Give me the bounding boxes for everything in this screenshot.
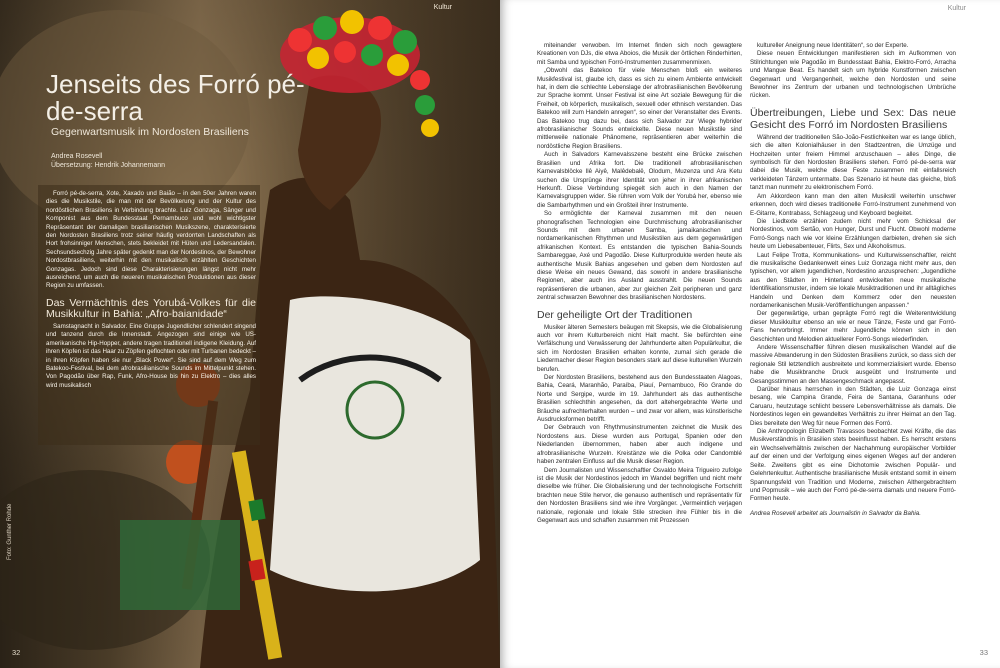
- translator-name: Übersetzung: Hendrik Johannemann: [51, 162, 166, 169]
- section-heading-forro: Übertreibungen, Liebe und Sex: Das neue Gesicht des Forró im Nordosten Brasiliens: [750, 106, 956, 131]
- section-label-right: Kultur: [947, 5, 966, 12]
- body-paragraph: Darüber hinaus herrschen in den Städten, die Luiz Gonzaga einst besang, wie Campina Grande, Feira de Santana, Garanhuns oder Caruaru, heutzutage schlicht bessere Lebensverhältnisse als damals. Die Nordestinos legen ein gewandeltes Verhältnis zu ihrer Heimat an den Tag. Dies bereitete den Weg für neue Formen des Forró.: [750, 386, 956, 427]
- body-paragraph: Während der traditionellen São-João-Festlichkeiten war es lange üblich, sich die alten Kolonialhäuser in den Stadtzentren, die Umzüge und Hochzeiten unter freiem Himmel anzuschauen – alles Dinge, die symbolisch für den Nordosten Brasiliens stehen. Forró pé-de-serra war dabei die Musik, welche diese Feste zusammen mit einfallsreich verkleideten Tänzern untermalte. Das Szenario ist heute das gleiche, bloß tanzt man nunmehr zu elektronischem Forró.: [750, 133, 956, 192]
- text-column-b: [750, 42, 956, 518]
- photo-credit: Foto: Gunther Rohde: [7, 503, 13, 560]
- body-paragraph: Andere Wissenschaftler führen diesen musikalischen Wandel auf die massive Abwanderung in den Südosten Brasiliens zurück, so dass sich der regionale Stil letztendlich ausbreitete und kommerzialisiert wurde. Ebenso habe die Musikbranche Druck ausgeübt und Instrumente und Gesangsstimmen an den Massengeschmack angepasst.: [750, 344, 956, 385]
- body-paragraph: Die Anthropologin Elizabeth Travassos beobachtet zwei Kräfte, die das Musikverständnis in Brasilien stets beeinflusst haben. Es herrscht erstens ein Wechselverhältnis zwischen der Nachahmung europäischer Vorbilder auf der einen und der Verfolgung eines eigenen Weges auf der anderen Seite. Zweitens gibt es eine Dichotomie zwischen Populär- und Gelehrtenkultur. Authentische brasilianische Musik entstand somit in einem Spannungsfeld von Tradition und Moderne, zwischen Althergebrachtem und Popmusik – wie auch der Forró pé-de-serra damals und neuere Forró-Formen heute.: [750, 428, 956, 503]
- page-number-right: 33: [979, 648, 988, 657]
- body-paragraph: Dem Journalisten und Wissenschaftler Osvaldo Meira Trigueiro zufolge ist die Musik der Nordestinos jedoch im Wandel begriffen und nicht mehr dieselbe wie früher. Die Globalisierung und der technologische Fortschritt brachten neue Stile hervor, die genauso authentisch und repräsentativ für den Nordosten Brasiliens sind wie ihre Vorgänger. „Vermeintlich verjagen nationale, regionale und lokale Stile strecken ihre Fühler bis in die Gegenwart aus und schaffen zusammen mit Prozessen: [537, 466, 742, 524]
- body-paragraph: Die Liedtexte erzählen zudem nicht mehr vom Schicksal der Nordestinos, vom Sertão, von Hunger, Durst und Flucht. Obwohl moderne Forró-Songs nach wie vor kleine Erzählungen darbieten, drehen sie sich heute um Liebesabenteuer, Flirts, Sex und Alkoholismus.: [750, 217, 956, 251]
- body-paragraph: „Obwohl das Batekoo für viele Menschen bloß ein weiteres Musikfestival ist, glaube ich, dass es sich zu einem Ambiente entwickelt hat, in dem die schlechte Lebenslage der afrobrasilianischen Bevölkerung zur Sprache kommt. Unser Festival ist eine Art soziale Bewegung für die Freiheit, ob körperlich, musikalisch, sexuell oder ethnisch verstanden. Das Batekoo will zum Handeln anregen“, so einer der Veranstalter des Events. Das Batekoo trug dazu bei, dass sich Salvador zur Wiege hybrider afrobrasilianischer Sounds entwickelte. Diese neuen Musikstile sind mittlerweile nationale Phänomene, repräsentieren aber weiterhin die nordöstliche Region Brasiliens.: [537, 67, 742, 150]
- right-page: [500, 0, 1000, 668]
- body-paragraph: Der gegenwärtige, urban geprägte Forró regt die Weiterentwicklung dieser Musikkultur ebenso an wie er neue Tänze, Feste und gar Forró-Fans hervorbringt. Immer mehr Jugendliche können sich in den Geschichten und Melodien aktuellerer Forró-Songs wiederfinden.: [750, 310, 956, 343]
- body-paragraph: So ermöglichte der Karneval zusammen mit den neuen phonografischen Technologien eine Durchmischung afrobrasilianischer Sounds mit dem urbanen Samba, jamaikanischen und nordamerikanischen Rhythmen und Musikstilen aus dem gegenwärtigen afrikanischen Kontext. Es entstanden die typischen Bahia-Sounds Sambareggae, Axé und Pagodão. Diese Kulturprodukte werden heute als authentische Musik Bahias angesehen und geben dem Nordosten auf diese Weise ein neues Gewand, das sowohl in andere brasilianische Regionen, aber auch ins Ausland ausstrahlt. Die neuen Sounds repräsentieren die urbanen, aber zur gleichen Zeit peripheren und ganz zentral schwarzen Bewohner des brasilianischen Nordostens.: [537, 210, 742, 302]
- body-paragraph: Der Nordosten Brasiliens, bestehend aus den Bundesstaaten Alagoas, Bahia, Ceará, Maranhão, Paraíba, Piauí, Pernambuco, Rio Grande do Norte und Sergipe, wurde im 19. Jahrhundert als das authentische Brasilien schlechthin angesehen, da dort altehergebrachte Werte und Bräuche aufrechterhalten wurden – und zwar vor allem, was künstlerische Ausdrucksformen betrifft.: [537, 374, 742, 424]
- body-paragraph: Samstagnacht in Salvador. Eine Gruppe Jugendlicher schlendert singend und tanzend durch die Innenstadt. Angezogen sind einige wie US-amerikanische Hip-Hopper, andere tragen traditionell indigene Kleidung. Auf ihren Köpfen ist das Haar zu Zöpfen geflochten oder mit Turbanen bedeckt – in ihren Köpfen haben sie nur „Black Power“. Sie sind auf dem Weg zum Batekoo-Festival, bei dem afrobrasilianische Sounds im Mittelpunkt stehen. Von Pagodão über Rap, Funk, Afro-House bis hin zu Elektro – dies alles wird musikalisch: [46, 322, 256, 389]
- body-paragraph: Am Akkordeon kann man den alten Musikstil weiterhin unschwer erkennen, doch wird dieses traditionelle Forró-Instrument zunehmend von E-Gitarre, Kontrabass, Schlagzeug und Keyboard begleitet.: [750, 192, 956, 217]
- body-paragraph: miteinander verwoben. Im Internet finden sich noch gewagtere Kreationen von DJs, die etwa Aboios, die Musik der örtlichen Rinderhirten, mit Samba und typischen Forró-Instrumenten zusammenmixen.: [537, 42, 742, 66]
- text-column-a: [537, 42, 742, 525]
- body-paragraph: Laut Felipe Trotta, Kommunikations- und Kulturwissenschaftler, reicht die musikalische Gedankenwelt eines Luiz Gonzaga nicht mehr aus, den typischen, vor allem jugendlichen, Nordestino anzusprechen: „Jugendliche aus den Städten im Hinterland entwickelten neue musikalische Identifikationsmuster, indem sie lokale Musiktraditionen und ihr alltägliches Handeln und Denken dem Kommerz oder den neuesten nordamerikanischen Musik-Veröffentlichungen anpassen.“: [750, 251, 956, 309]
- body-paragraph: Der Gebrauch von Rhythmusinstrumenten zeichnet die Musik des Nordostens aus. Diese wurden aus Portugal, Spanien oder den Niederlanden übernommen, haben aber auch indigene und afrobrasilianische Wurzeln. Kreistänze wie die Polka oder Candomblé haben zentralen Einfluss auf die Musik dieser Region.: [537, 424, 742, 466]
- author-note: Andrea Rosevell arbeitet als Journalistin in Salvador da Bahia.: [750, 509, 921, 517]
- section-label: Kultur: [433, 4, 452, 11]
- article-subtitle: Gegenwartsmusik im Nordosten Brasiliens: [51, 126, 249, 138]
- page-number-left: 32: [12, 648, 21, 657]
- intro-paragraph: Forró pé-de-serra, Xote, Xaxado und Baião – in den 50er Jahren waren dies die Musikstile, die man mit der Bevölkerung und der Kultur des nordöstlichen Brasiliens in Verbindung brachte. Luiz Gonzaga, Sänger und Komponist aus dem Bundesstaat Pernambuco und wohl wichtigster Repräsentant der damaligen brasilianischen Musikszene, charakterisierte den Nordosten Brasiliens trotz seiner häufig verdorrten Landschaften als Hort frohsinniger Menschen, stets bekleidet mit Hüten und Ledersandalen. Sechsundsechzig Jahre später gedenkt man der Nordestinos, der Bewohner Nordostbrasiliens, weiterhin mit den musikalisch erzählten Geschichten Gonzagas. Jedoch sind diese Charakterisierungen längst nicht mehr ausreichend, um auch die neueren musikalischen Produktionen aus dieser Region zu umfassen.: [46, 190, 256, 290]
- section-heading-traditions: Der geheiligte Ort der Traditionen: [537, 308, 693, 321]
- left-text-column: [46, 190, 256, 390]
- byline: [51, 152, 165, 170]
- body-paragraph: Auch in Salvadors Karnevalsszene besteht eine Brücke zwischen Brasilien und Afrika fort. Die traditionell afrobrasilianischen Karnevalsblöcke Ilê Aiyê, Malêdebalê, Olodum, Muzenza und Ara Ketu suchen die Ursprünge ihrer Identität von jeher in ihrer afrikanischen Herkunft. Diese Verbindung spiegelt sich auch in den Namen der Karnevalsgruppen wider. Sie rühren vom Volk der Yorubá her, ebenso wie die Sambarhythmen und ein Großteil ihrer Instrumente.: [537, 151, 742, 209]
- body-paragraph: Diese neuen Entwicklungen manifestieren sich im Aufkommen von Stilrichtungen wie Pagodão im Bundesstaat Bahia, Elektro-Forró, Arracha und Mangue Beat. Es handelt sich um hybride Kunstformen zwischen Gegenwart und Vergangenheit, welche den Nordosten und seine Bewohner ins Zentrum der urbanen und technologischen Umbrüche rücken.: [750, 50, 956, 100]
- author-name: Andrea Rosevell: [51, 153, 103, 160]
- body-paragraph: Musiker älteren Semesters beäugen mit Skepsis, wie die Globalisierung auch vor ihrem Kulturbereich nicht Halt macht. Sie befürchten eine Verfälschung und Verwässerung der Jahrhunderte alten Populärkultur, die sich im Nordosten Brasilien erhalten konnte, zumal sich gerade die Liedermacher dieser Region besonders stark auf diese kulturellen Wurzeln berufen.: [537, 323, 742, 373]
- section-heading-yoruba: Das Vermächtnis des Yorubá-Volkes für die Musikkultur in Bahia: „Afro-baianidade“: [46, 296, 256, 321]
- body-paragraph: kultureller Aneignung neue Identitäten“, so der Experte.: [757, 42, 909, 49]
- article-title: Jenseits des Forró pé-de-serra: [46, 69, 305, 127]
